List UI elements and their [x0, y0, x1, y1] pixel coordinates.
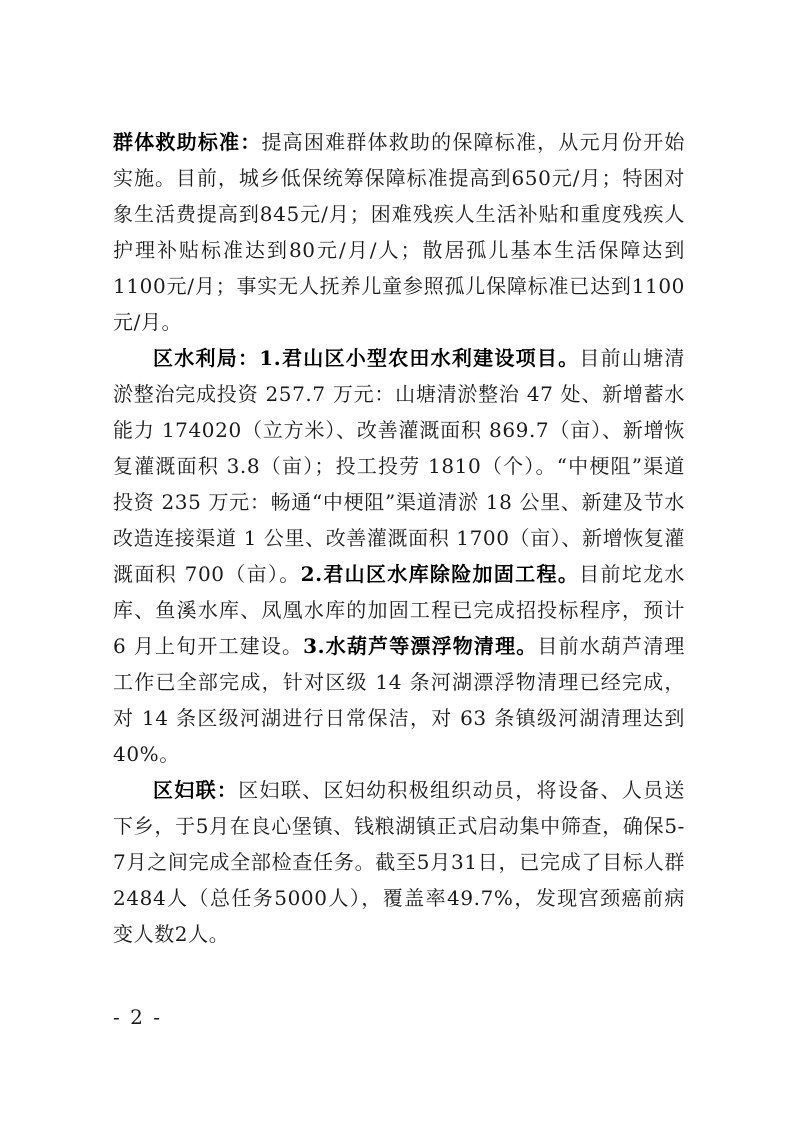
heading-run: 区妇联：	[153, 778, 239, 802]
page-number: - 2 -	[113, 1005, 162, 1029]
heading-run: 2.君山区水库除险加固工程。	[300, 562, 580, 586]
paragraph-water-bureau	[113, 340, 685, 772]
document-body	[113, 124, 685, 952]
paragraph-womens-federation	[113, 772, 685, 952]
heading-run: 群体救助标准：	[113, 130, 262, 154]
heading-run: 3.水葫芦等漂浮物清理。	[303, 634, 538, 658]
text-run: 提高困难群体救助的保障标准，从元月份开始实施。目前，城乡低保统筹保障标准提高到650元/月；特困对象生活费提高到845元/月；困难残疾人生活补贴和重度残疾人护理补贴标准达到80元/月/人；散居孤儿基本生活保障达到1100元/月；事实无人抚养儿童参照孤儿保障标准已达到1100元/月。	[113, 130, 685, 334]
text-run: 目前山塘清淤整治完成投资 257.7 万元：山塘清淤整治 47 处、新增蓄水能力 174020（立方米）、改善灌溉面积 869.7（亩）、新增恢复灌溉面积 3.8（亩）；投工投劳 1810（个）。“中梗阻”渠道投资 235 万元：畅通“中梗阻”渠道清淤 18 公里、新建及节水改造连接渠道 1 公里、改善灌溉面积 1700（亩）、新增恢复灌溉面积 700（亩）。	[113, 346, 686, 586]
text-run: 目前水葫芦清理工作已全部完成，针对区级 14 条河湖漂浮物清理已经完成，对 14 条区级河湖进行日常保洁，对 63 条镇级河湖清理达到 40%。	[113, 634, 685, 766]
text-run: 目前坨龙水库、鱼溪水库、凤凰水库的加固工程已完成招投标程序，预计 6 月上旬开工建设。	[113, 562, 685, 658]
heading-run: 区水利局：1.君山区小型农田水利建设项目。	[153, 346, 580, 370]
paragraph-social-assistance	[113, 124, 685, 340]
text-run: 区妇联、区妇幼积极组织动员，将设备、人员送下乡，于5月在良心堡镇、钱粮湖镇正式启动集中筛查，确保5-7月之间完成全部检查任务。截至5月31日，已完成了目标人群2484人（总任务5000人），覆盖率49.7%，发现宫颈癌前病变人数2人。	[113, 778, 685, 946]
